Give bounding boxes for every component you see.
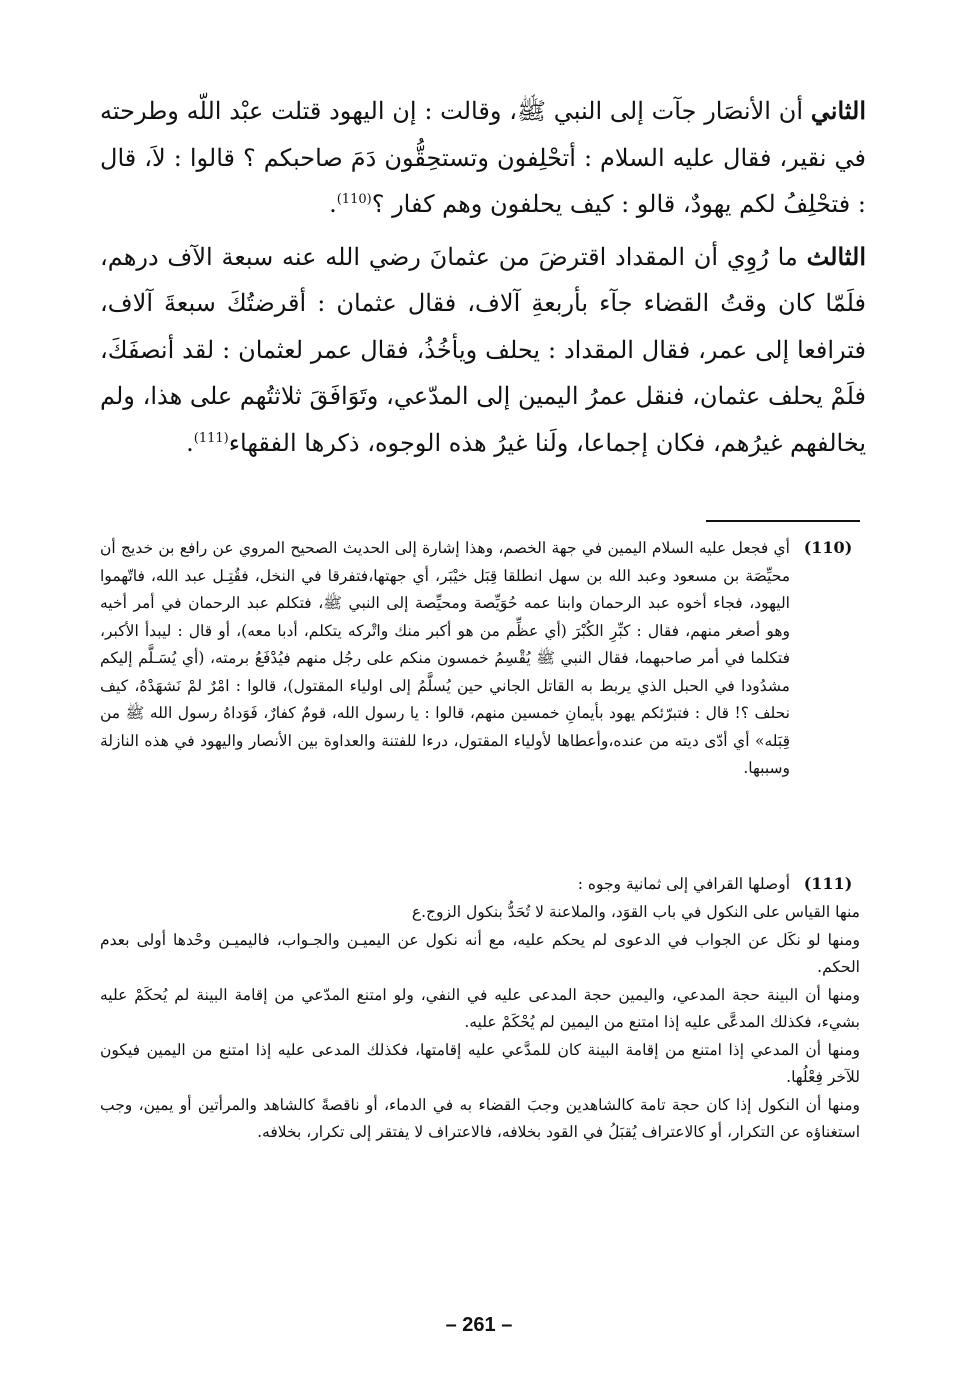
- footnote-110: [100, 535, 790, 783]
- footnote-text: أوصلها القرافي إلى ثمانية وجوه :: [577, 875, 790, 893]
- footnote-text: ومنها لو نكَل عن الجواب في الدعوى لم يحكم عليه، مع أنه نكول عن اليميـن والجـواب، فاليميـن وحْدها أولى بعدم الحكم.: [100, 930, 860, 976]
- paragraph-end: .: [186, 428, 194, 457]
- footnote-text: ومنها أن المدعي إذا امتنع من إقامة البينة كان للمدَّعي عليه إقامتها، فكذلك المدعى عليه إذا امتنع من اليمين فيكون للآخر فِعْلُها.: [100, 1040, 860, 1086]
- paragraph-body: أن الأنصَار جآت إلى النبي ﷺ، وقالت : إن اليهود قتلت عبْد اللّه وطرحته في نقير، فقال عليه السلام : أتحْلِفون وتستحِقُّون دَمَ صاحبكم ؟ قالوا : لاَ، قال : فتحْلِفُ لكم يهودٌ، قالو : كيف يحلفون وهم كفار ؟: [100, 97, 866, 218]
- footnote-reference: (111): [193, 430, 229, 446]
- paragraph-third: [100, 234, 866, 467]
- footnote-number: (111): [803, 874, 853, 893]
- paragraph-second: [100, 88, 866, 228]
- paragraph-lead: الثالث: [806, 241, 866, 271]
- paragraph-end: .: [329, 190, 337, 218]
- paragraph-lead: الثاني: [810, 96, 866, 125]
- footnote-text: ومنها أن النكول إذا كان حجة تامة كالشاهدين وجبَ القضاء به في الدماء، أو ناقصةً كالشاهد والمرأتين أو يمين، وجب استغناؤه عن التكرار، أو كالاعتراف يُقبَلُ في القود بخلافه، فالاعتراف لا يفتقر إلى تكرار، بخلافه.: [100, 1095, 860, 1141]
- footnote-text: أي فجعل عليه السلام اليمين في جهة الخصم، وهذا إشارة إلى الحديث الصحيح المروي عن رافع بن خديج أن محيِّصَة بن مسعود وعبد الله بن سهل انطلقا قِبَل خيْبَر، أي جهتها،فتفرقا في النخل، فقُتِـل عبد الله، فاتّهموا اليهود، فجاء أخوه عبد الرحمان وابنا عمه حُوَيِّصة ومحيِّصة إلى النبي ﷺ، فتكلم عبد الرحمان في أمر أخيه وهو أصغر منهم، فقال : كبِّرِ الكُبْرَ (أي عظِّم من هو أكبر منك واتْركه يتكلم، أدبا معه)، أو قال : ليبدأ الأكبر، فتكلما في أمر صاحبهما، فقال النبي ﷺ يُقْسِمُ خمسون منكم على رجُل منهم فيُدْفَعُ برمته، (أي يُسَـلَّم إليكم مشدُودا في الحبل الذي يربط به القاتل الجاني حين يُسلَّمُ إلى اولياء المقتول)، قالوا : امْرٌ لمْ نَشهَدْهُ، كيف نحلف ؟! قال : فتبرّئكم يهود بأيمانِ خمسين منهم، قالوا : يا رسول الله، قومٌ كفارٌ، فَوَداهُ رسول الله ﷺ من قِبَله» أي أدّى ديته من عنده،وأعطاها لأولياء المقتول، درءا للفتنة والعداوة بين الأنصار واليهود في هذه النازلة وسببها.: [100, 539, 790, 777]
- footnote-reference: (110): [336, 192, 372, 207]
- footnote-separator: [706, 520, 860, 522]
- paragraph-body: ما رُوِي أن المقداد اقترضَ من عثمانَ رضي الله عنه سبعة الآف درهم، فلَمّا كان وقتُ القضاء جآء بأربعةِ آلاف، فقال عثمان : أقرضتُكَ سبعةَ آلاف، فترافعا إلى عمر، فقال المقداد : يحلف ويأخُذُ، فقال عمر لعثمان : لقد أنصفَكَ، فلَمْ يحلف عثمان، فنقل عمرُ اليمين إلى المدّعي، وتَوَافَقَ ثلاثتُهم على هذا، ولم يخالفهم غيرُهم، فكان إجماعا، ولَنا غيرُ هذه الوجوه، ذكرها الفقهاء: [100, 242, 866, 457]
- page-number: – 261 –: [445, 1314, 513, 1336]
- footnote-text: ومنها أن البينة حجة المدعي، واليمين حجة المدعى عليه في النفي، ولو امتنع المدّعي من إقامة البينة لم يُحكَمْ عليه بشيء، فكذلك المدعَّى عليه إذا امتنع من اليمين لم يُحْكَمْ عليه.: [100, 985, 860, 1031]
- footnote-111-items: [100, 899, 860, 1147]
- main-text: [100, 88, 866, 466]
- footnote-number: (110): [803, 538, 853, 557]
- footnote-111: [100, 871, 790, 899]
- footnote-text: منها القياس على النكول في باب القوَد، والملاعنة لا تُحَدُّ بنكول الزوج.ع: [411, 903, 860, 921]
